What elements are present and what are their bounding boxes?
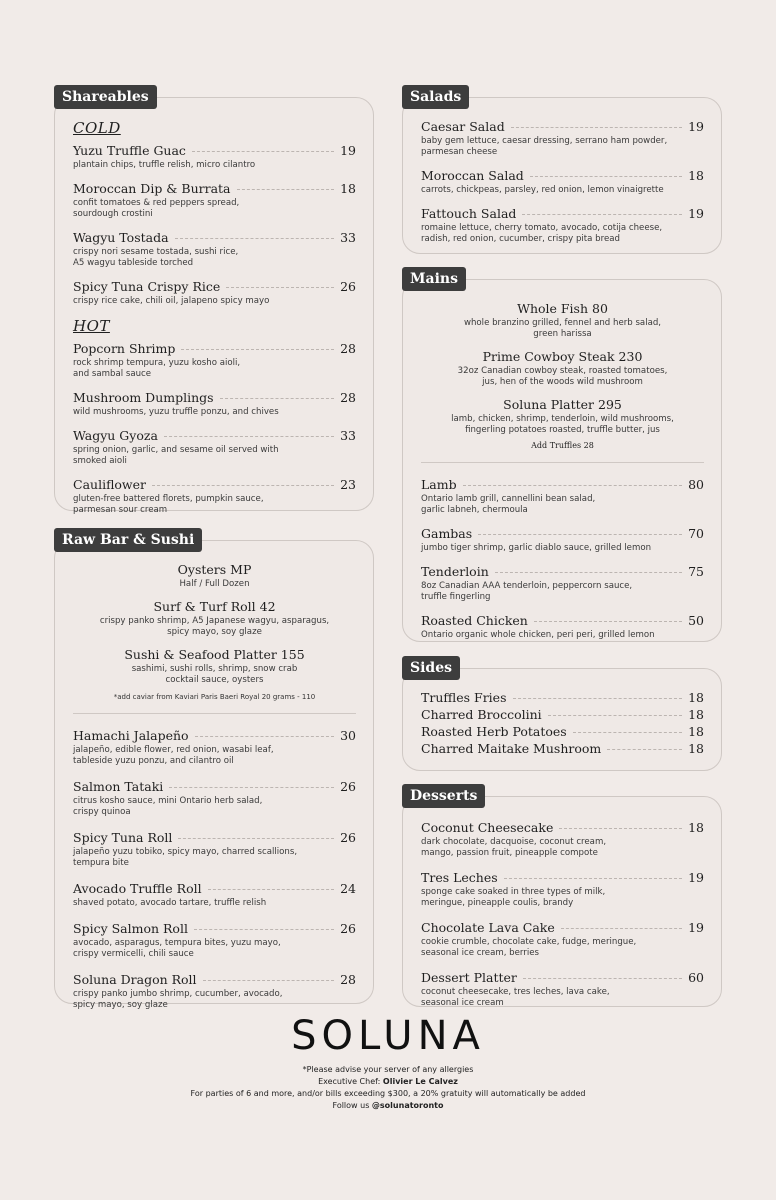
follow-line bbox=[0, 1100, 776, 1112]
menu-item-name: Spicy Tuna Roll bbox=[73, 830, 173, 845]
menu-item-header bbox=[73, 972, 356, 987]
featured-item-description: crispy panko shrimp, A5 Japanese wagyu, asparagus, spicy mayo, soy glaze bbox=[99, 616, 330, 637]
menu-item-header bbox=[73, 341, 356, 356]
menu-item-name: Moroccan Dip & Burrata bbox=[73, 181, 231, 196]
menu-item-price: 33 bbox=[340, 230, 356, 245]
menu-item-price: 24 bbox=[340, 881, 356, 896]
featured-item bbox=[73, 599, 356, 638]
menu-item-price: 18 bbox=[688, 724, 704, 739]
dotted-leader bbox=[203, 980, 335, 981]
menu-item bbox=[421, 707, 704, 722]
menu-item-price: 50 bbox=[688, 613, 704, 628]
menu-item bbox=[73, 830, 356, 869]
menu-item-price: 30 bbox=[340, 728, 356, 743]
menu-item-description: jalapeño, edible flower, red onion, wasabi leaf, tableside yuzu ponzu, and cilantro oil bbox=[73, 745, 274, 766]
menu-item bbox=[421, 724, 704, 739]
caviar-note: *add caviar from Kaviari Paris Baeri Royal 20 grams - 110 bbox=[113, 693, 316, 701]
menu-item-header bbox=[73, 143, 356, 158]
menu-item-description: rock shrimp tempura, yuzu kosho aioli, and sambal sauce bbox=[73, 358, 241, 379]
menu-item-header bbox=[73, 779, 356, 794]
menu-item-price: 19 bbox=[688, 920, 704, 935]
menu-item-description: shaved potato, avocado tartare, truffle relish bbox=[73, 898, 267, 908]
menu-item-description: plantain chips, truffle relish, micro cilantro bbox=[73, 160, 256, 170]
menu-item-name: Caesar Salad bbox=[421, 119, 505, 134]
featured-item-name: Soluna Platter 295 bbox=[503, 397, 622, 412]
menu-item-description: coconut cheesecake, tres leches, lava cake, seasonal ice cream bbox=[421, 987, 610, 1008]
featured-item-name: Whole Fish 80 bbox=[517, 301, 608, 316]
menu-item bbox=[73, 972, 356, 1011]
menu-item-header bbox=[421, 477, 704, 492]
dotted-leader bbox=[559, 828, 682, 829]
menu-item-header bbox=[73, 279, 356, 294]
menu-item-price: 33 bbox=[340, 428, 356, 443]
menu-item-price: 26 bbox=[340, 779, 356, 794]
menu-item-description: gluten-free battered florets, pumpkin sauce, parmesan sour cream bbox=[73, 494, 264, 515]
menu-item bbox=[421, 613, 704, 641]
menu-item-description: romaine lettuce, cherry tomato, avocado, cotija cheese, radish, red onion, cucumber, crispy pita bread bbox=[421, 223, 663, 244]
chef-line bbox=[0, 1076, 776, 1088]
menu-item bbox=[421, 477, 704, 516]
menu-item-name: Roasted Chicken bbox=[421, 613, 528, 628]
menu-item-price: 19 bbox=[340, 143, 356, 158]
menu-item bbox=[73, 477, 356, 516]
menu-item-header bbox=[73, 728, 356, 743]
rawbar-items bbox=[73, 728, 356, 1011]
menu-item-name: Cauliflower bbox=[73, 477, 146, 492]
dotted-leader bbox=[195, 736, 335, 737]
menu-item-price: 18 bbox=[340, 181, 356, 196]
menu-item-price: 19 bbox=[688, 870, 704, 885]
menu-item-header bbox=[73, 921, 356, 936]
menu-item-name: Salmon Tataki bbox=[73, 779, 164, 794]
follow-label: Follow us bbox=[332, 1101, 372, 1110]
mains-featured bbox=[421, 301, 704, 436]
dotted-leader bbox=[522, 214, 682, 215]
featured-item-description: Half / Full Dozen bbox=[179, 579, 250, 589]
menu-item-price: 26 bbox=[340, 921, 356, 936]
chef-name: Olivier Le Calvez bbox=[382, 1077, 458, 1086]
menu-item-description: confit tomatoes & red peppers spread, sourdough crostini bbox=[73, 198, 240, 219]
menu-item-name: Wagyu Tostada bbox=[73, 230, 169, 245]
menu-item-header bbox=[421, 741, 704, 756]
menu-item-name: Spicy Salmon Roll bbox=[73, 921, 188, 936]
featured-item-description: sashimi, sushi rolls, shrimp, snow crab cocktail sauce, oysters bbox=[131, 664, 298, 685]
menu-item-description: Ontario organic whole chicken, peri peri, grilled lemon bbox=[421, 630, 655, 640]
menu-item-price: 75 bbox=[688, 564, 704, 579]
divider bbox=[421, 462, 704, 463]
menu-item-description: avocado, asparagus, tempura bites, yuzu mayo, crispy vermicelli, chili sauce bbox=[73, 938, 281, 959]
menu-item-description: Ontario lamb grill, cannellini bean salad, garlic labneh, chermoula bbox=[421, 494, 596, 515]
dotted-leader bbox=[607, 749, 682, 750]
dotted-leader bbox=[192, 151, 334, 152]
dotted-leader bbox=[237, 189, 335, 190]
menu-item-header bbox=[73, 830, 356, 845]
menu-item-header bbox=[73, 390, 356, 405]
menu-item-description: crispy panko jumbo shrimp, cucumber, avocado, spicy mayo, soy glaze bbox=[73, 989, 283, 1010]
menu-item-description: carrots, chickpeas, parsley, red onion, lemon vinaigrette bbox=[421, 185, 664, 195]
featured-item-name: Prime Cowboy Steak 230 bbox=[482, 349, 643, 364]
dotted-leader bbox=[152, 485, 334, 486]
menu-item-description: jumbo tiger shrimp, garlic diablo sauce, grilled lemon bbox=[421, 543, 652, 553]
menu-item-header bbox=[421, 564, 704, 579]
menu-item bbox=[421, 920, 704, 959]
instagram-handle: @solunatoronto bbox=[371, 1101, 444, 1110]
gratuity-note: For parties of 6 and more, and/or bills exceeding $300, a 20% gratuity will automatically be added bbox=[190, 1089, 586, 1098]
dotted-leader bbox=[504, 878, 682, 879]
hot-list bbox=[73, 341, 356, 516]
menu-item-header bbox=[73, 181, 356, 196]
menu-item-description: wild mushrooms, yuzu truffle ponzu, and chives bbox=[73, 407, 279, 417]
menu-item-name: Tenderloin bbox=[421, 564, 489, 579]
section-title: Raw Bar & Sushi bbox=[54, 528, 202, 552]
menu-item bbox=[73, 728, 356, 767]
menu-item-header bbox=[73, 881, 356, 896]
menu-item-header bbox=[421, 820, 704, 835]
menu-item-price: 80 bbox=[688, 477, 704, 492]
menu-item bbox=[421, 526, 704, 554]
menu-item-name: Yuzu Truffle Guac bbox=[73, 143, 186, 158]
menu-item bbox=[421, 206, 704, 245]
cold-subheading: COLD bbox=[73, 119, 121, 137]
menu-item-header bbox=[421, 724, 704, 739]
menu-item-name: Spicy Tuna Crispy Rice bbox=[73, 279, 221, 294]
desserts-items bbox=[421, 820, 704, 1009]
hot-subheading: HOT bbox=[73, 317, 110, 335]
menu-item-price: 19 bbox=[688, 206, 704, 221]
dotted-leader bbox=[463, 485, 682, 486]
menu-item-header bbox=[73, 230, 356, 245]
menu-item-name: Gambas bbox=[421, 526, 473, 541]
menu-item-header bbox=[421, 168, 704, 183]
dotted-leader bbox=[181, 349, 334, 350]
dotted-leader bbox=[573, 732, 682, 733]
menu-item bbox=[73, 181, 356, 220]
menu-item-header bbox=[73, 477, 356, 492]
menu-item bbox=[73, 428, 356, 467]
menu-item-name: Moroccan Salad bbox=[421, 168, 524, 183]
featured-item-description: whole branzino grilled, fennel and herb salad, green harissa bbox=[463, 318, 662, 339]
menu-item bbox=[421, 741, 704, 756]
rawbar-featured bbox=[73, 562, 356, 686]
sides-section bbox=[402, 656, 722, 771]
menu-item-name: Mushroom Dumplings bbox=[73, 390, 214, 405]
menu-item-description: sponge cake soaked in three types of milk, meringue, pineapple coulis, brandy bbox=[421, 887, 606, 908]
menu-item bbox=[73, 921, 356, 960]
menu-item bbox=[73, 881, 356, 909]
menu-item-price: 60 bbox=[688, 970, 704, 985]
menu-item bbox=[421, 168, 704, 196]
menu-item-description: baby gem lettuce, caesar dressing, serrano ham powder, parmesan cheese bbox=[421, 136, 668, 157]
dotted-leader bbox=[523, 978, 682, 979]
menu-item-header bbox=[421, 870, 704, 885]
menu-item-description: spring onion, garlic, and sesame oil served with smoked aioli bbox=[73, 445, 279, 466]
featured-item bbox=[421, 397, 704, 436]
dotted-leader bbox=[220, 398, 335, 399]
dotted-leader bbox=[513, 698, 683, 699]
menu-item-description: citrus kosho sauce, mini Ontario herb salad, crispy quinoa bbox=[73, 796, 263, 817]
menu-item bbox=[421, 119, 704, 158]
menu-item-header bbox=[421, 920, 704, 935]
menu-item bbox=[421, 820, 704, 859]
shareables-section bbox=[54, 85, 374, 515]
menu-item-name: Chocolate Lava Cake bbox=[421, 920, 555, 935]
mains-items bbox=[421, 477, 704, 641]
featured-item bbox=[421, 301, 704, 340]
chef-label: Executive Chef: bbox=[318, 1077, 383, 1086]
menu-item bbox=[73, 390, 356, 418]
menu-item bbox=[73, 779, 356, 818]
dotted-leader bbox=[226, 287, 334, 288]
featured-item bbox=[73, 647, 356, 686]
menu-item-price: 26 bbox=[340, 830, 356, 845]
menu-item-description: dark chocolate, dacquoise, coconut cream, mango, passion fruit, pineapple compote bbox=[421, 837, 607, 858]
menu-item-price: 18 bbox=[688, 707, 704, 722]
menu-item-name: Avocado Truffle Roll bbox=[73, 881, 202, 896]
menu-item-name: Lamb bbox=[421, 477, 457, 492]
featured-item bbox=[73, 562, 356, 590]
salads-section bbox=[402, 85, 722, 254]
menu-item bbox=[421, 870, 704, 909]
menu-item-price: 70 bbox=[688, 526, 704, 541]
menu-item-header bbox=[421, 526, 704, 541]
menu-item bbox=[73, 143, 356, 171]
menu-item-description: cookie crumble, chocolate cake, fudge, meringue, seasonal ice cream, berries bbox=[421, 937, 637, 958]
menu-item-price: 28 bbox=[340, 390, 356, 405]
dotted-leader bbox=[478, 534, 682, 535]
menu-item-price: 18 bbox=[688, 168, 704, 183]
dotted-leader bbox=[208, 889, 334, 890]
menu-item-name: Fattouch Salad bbox=[421, 206, 517, 221]
rawbar-section bbox=[54, 528, 374, 1010]
allergy-note: *Please advise your server of any allergies bbox=[302, 1065, 474, 1074]
menu-item bbox=[421, 970, 704, 1009]
sides-items bbox=[421, 690, 704, 756]
mains-section bbox=[402, 267, 722, 642]
soluna-logo: SOLUNA bbox=[291, 1013, 485, 1059]
section-title: Shareables bbox=[54, 85, 157, 109]
dotted-leader bbox=[194, 929, 334, 930]
featured-item-name: Surf & Turf Roll 42 bbox=[153, 599, 276, 614]
menu-item-description: 8oz Canadian AAA tenderloin, peppercorn sauce, truffle fingerling bbox=[421, 581, 633, 602]
menu-item-price: 28 bbox=[340, 972, 356, 987]
menu-item-name: Coconut Cheesecake bbox=[421, 820, 554, 835]
menu-item-name: Popcorn Shrimp bbox=[73, 341, 176, 356]
footer bbox=[0, 1012, 776, 1112]
menu-item-price: 26 bbox=[340, 279, 356, 294]
salads-items bbox=[421, 119, 704, 245]
menu-item-header bbox=[421, 690, 704, 705]
menu-item bbox=[73, 341, 356, 380]
divider bbox=[73, 713, 356, 714]
section-title: Sides bbox=[402, 656, 460, 680]
menu-item-name: Charred Broccolini bbox=[421, 707, 542, 722]
dotted-leader bbox=[169, 787, 334, 788]
featured-item-description: lamb, chicken, shrimp, tenderloin, wild mushrooms, fingerling potatoes roasted, truffle butter, jus bbox=[451, 414, 674, 435]
menu-item-header bbox=[421, 119, 704, 134]
menu-item-name: Dessert Platter bbox=[421, 970, 517, 985]
dotted-leader bbox=[561, 928, 682, 929]
menu-item-name: Tres Leches bbox=[421, 870, 498, 885]
menu-item bbox=[421, 564, 704, 603]
menu-item-header bbox=[421, 206, 704, 221]
menu-item-price: 28 bbox=[340, 341, 356, 356]
dotted-leader bbox=[175, 238, 335, 239]
menu-item-price: 18 bbox=[688, 820, 704, 835]
truffle-note: Add Truffles 28 bbox=[531, 441, 594, 450]
menu-item-price: 18 bbox=[688, 741, 704, 756]
menu-item bbox=[421, 690, 704, 705]
featured-item bbox=[421, 349, 704, 388]
menu-item-price: 18 bbox=[688, 690, 704, 705]
desserts-section bbox=[402, 784, 722, 1007]
menu-item-description: jalapeño yuzu tobiko, spicy mayo, charred scallions, tempura bite bbox=[73, 847, 298, 868]
menu-item-name: Truffles Fries bbox=[421, 690, 507, 705]
section-title: Salads bbox=[402, 85, 469, 109]
menu-item-price: 23 bbox=[340, 477, 356, 492]
dotted-leader bbox=[511, 127, 682, 128]
featured-item-name: Oysters MP bbox=[177, 562, 252, 577]
menu-item-header bbox=[421, 970, 704, 985]
dotted-leader bbox=[548, 715, 682, 716]
cold-list bbox=[73, 143, 356, 307]
dotted-leader bbox=[164, 436, 334, 437]
dotted-leader bbox=[534, 621, 682, 622]
menu-item-price: 19 bbox=[688, 119, 704, 134]
menu-item-name: Soluna Dragon Roll bbox=[73, 972, 197, 987]
dotted-leader bbox=[495, 572, 682, 573]
section-title: Mains bbox=[402, 267, 466, 291]
dotted-leader bbox=[178, 838, 334, 839]
section-title: Desserts bbox=[402, 784, 485, 808]
menu-item-description: crispy rice cake, chili oil, jalapeno spicy mayo bbox=[73, 296, 270, 306]
menu-item-name: Charred Maitake Mushroom bbox=[421, 741, 602, 756]
menu-item-header bbox=[421, 707, 704, 722]
menu-item bbox=[73, 279, 356, 307]
menu-item-name: Hamachi Jalapeño bbox=[73, 728, 189, 743]
menu-item-description: crispy nori sesame tostada, sushi rice, A5 wagyu tableside torched bbox=[73, 247, 239, 268]
menu-item-header bbox=[421, 613, 704, 628]
menu-item bbox=[73, 230, 356, 269]
dotted-leader bbox=[530, 176, 682, 177]
menu-item-name: Roasted Herb Potatoes bbox=[421, 724, 567, 739]
menu-item-name: Wagyu Gyoza bbox=[73, 428, 158, 443]
featured-item-description: 32oz Canadian cowboy steak, roasted tomatoes, jus, hen of the woods wild mushroom bbox=[457, 366, 668, 387]
featured-item-name: Sushi & Seafood Platter 155 bbox=[124, 647, 305, 662]
menu-item-header bbox=[73, 428, 356, 443]
